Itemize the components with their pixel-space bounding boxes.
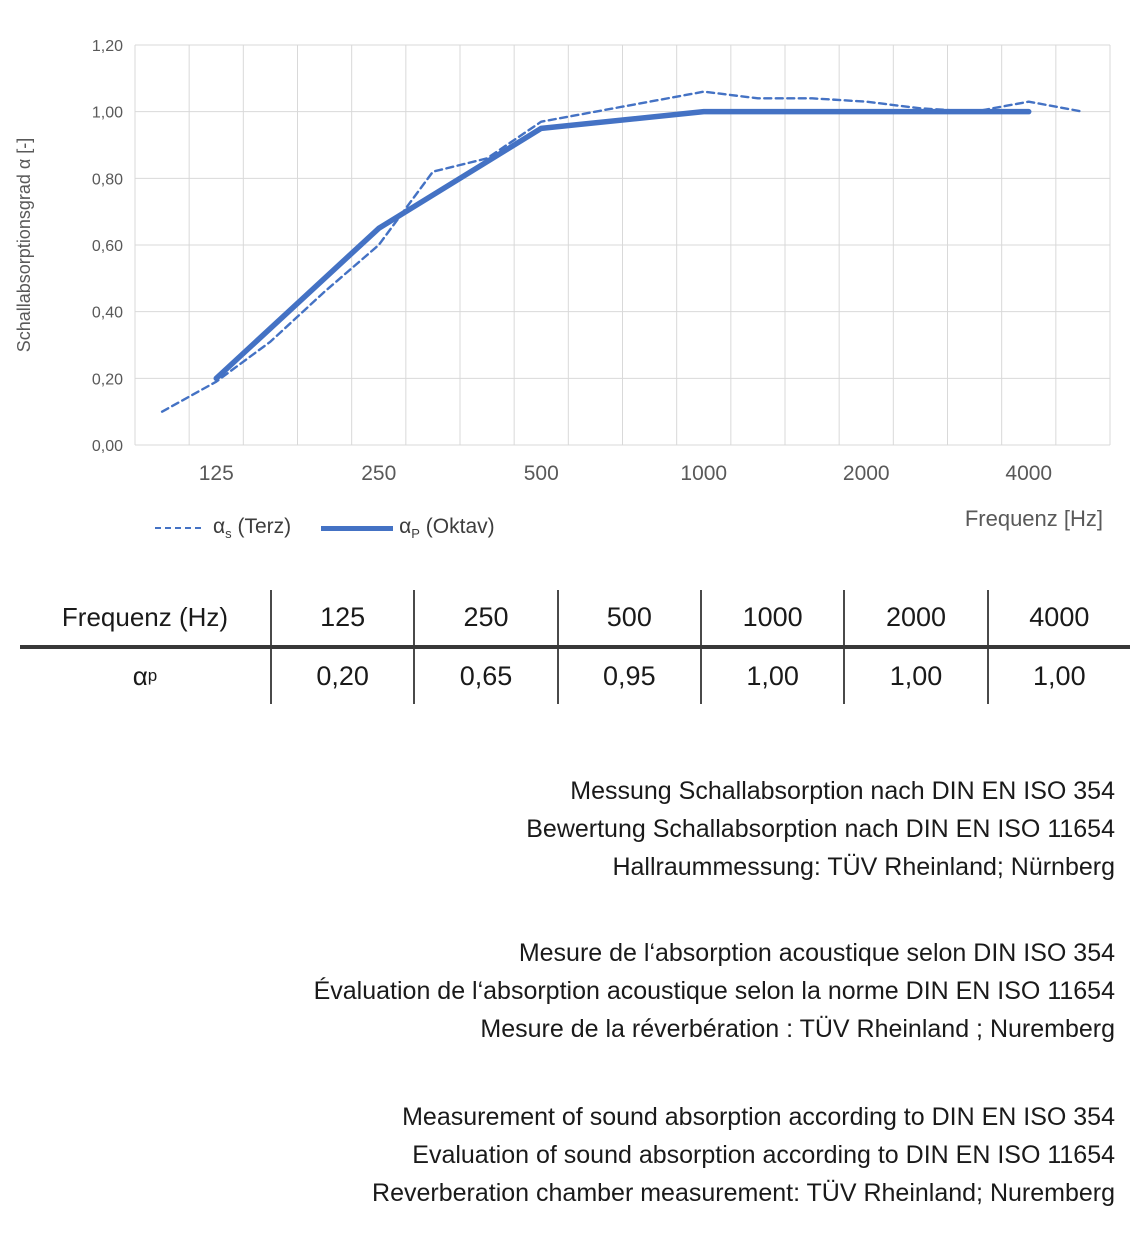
y-tick-label: 1,20 [91, 38, 123, 55]
absorption-chart [0, 0, 1135, 498]
x-tick-label: 250 [361, 462, 397, 485]
legend-item-oktav [321, 515, 494, 541]
x-tick-label: 2000 [842, 462, 890, 485]
table-frequency-cell: 500 [557, 590, 700, 645]
table-frequency-cell: 2000 [843, 590, 986, 645]
note-line: Évaluation de l‘absorption acoustique selon la norme DIN EN ISO 11654 [313, 977, 1115, 1005]
y-tick-label: 0,40 [91, 304, 123, 322]
alpha-symbol: α [132, 660, 148, 691]
note-line: Hallraummessung: TÜV Rheinland; Nürnberg [612, 853, 1115, 881]
x-tick-label: 1000 [680, 462, 728, 485]
note-line: Reverberation chamber measurement: TÜV Rheinland; Nuremberg [372, 1179, 1115, 1207]
legend-label-text: (Oktav) [419, 515, 495, 538]
alpha-symbol: α [399, 515, 412, 538]
table-frequency-cell: 125 [270, 590, 413, 645]
legend-label-text: (Terz) [231, 515, 292, 538]
legend-item-terz [155, 515, 291, 541]
x-axis-title: Frequenz [Hz] [964, 506, 1103, 531]
notes-english [20, 1098, 1115, 1212]
note-line: Messung Schallabsorption nach DIN EN ISO 354 [570, 777, 1115, 805]
table-value-cell: 0,20 [270, 649, 413, 704]
gridlines [135, 45, 1110, 445]
y-axis-title: Schallabsorptionsgrad α [-] [14, 137, 34, 353]
chart-legend [155, 515, 495, 541]
y-tick-label: 1,00 [91, 104, 123, 122]
table-symbol-cell [20, 649, 270, 704]
y-tick-label: 0,80 [91, 171, 123, 189]
legend-label-oktav [399, 515, 494, 541]
table-frequency-cell: 4000 [987, 590, 1130, 645]
x-tick-label: 4000 [1005, 462, 1053, 485]
notes-french [20, 934, 1115, 1048]
x-tick-labels [199, 462, 1052, 485]
dashed-line-swatch [155, 527, 203, 530]
note-line: Evaluation of sound absorption according to DIN EN ISO 11654 [412, 1141, 1115, 1169]
note-line: Mesure de la réverbération : TÜV Rheinland ; Nuremberg [480, 1015, 1115, 1043]
table-header-row [20, 590, 1130, 645]
note-line: Measurement of sound absorption according to DIN EN ISO 354 [402, 1103, 1115, 1131]
table-value-cell: 1,00 [843, 649, 986, 704]
absorption-table [20, 590, 1130, 704]
alpha-subscript: p [147, 666, 158, 685]
y-tick-label: 0,20 [91, 371, 123, 389]
y-tick-labels [92, 38, 123, 455]
alpha-subscript: P [411, 526, 420, 542]
legend-label-terz [213, 515, 291, 541]
y-tick-label: 0,00 [91, 438, 123, 455]
table-value-cell: 1,00 [700, 649, 843, 704]
table-value-row [20, 649, 1130, 704]
table-frequency-cell: 250 [413, 590, 556, 645]
note-line: Mesure de l‘absorption acoustique selon DIN ISO 354 [518, 939, 1115, 967]
table-frequency-cell: 1000 [700, 590, 843, 645]
table-header-cell: Frequenz (Hz) [61, 602, 229, 632]
alpha-symbol: α [213, 515, 226, 538]
x-tick-label: 125 [198, 462, 234, 485]
note-line: Bewertung Schallabsorption nach DIN EN ISO 11654 [526, 815, 1115, 843]
notes-german [20, 772, 1115, 886]
solid-line-swatch [321, 526, 393, 531]
table-value-cell: 1,00 [987, 649, 1130, 704]
table-value-cell: 0,65 [413, 649, 556, 704]
alpha-subscript: s [225, 526, 232, 542]
table-value-cell: 0,95 [557, 649, 700, 704]
x-tick-label: 500 [523, 462, 559, 485]
y-tick-label: 0,60 [91, 238, 123, 255]
